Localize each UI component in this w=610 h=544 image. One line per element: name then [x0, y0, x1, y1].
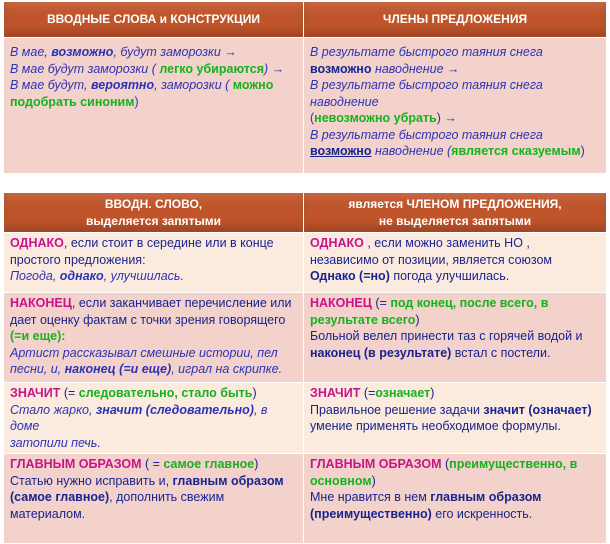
- arrow-right-icon: →: [444, 111, 457, 125]
- table-intro-words-vs-members: [3, 1, 607, 174]
- cell-intro-examples: В мае, возможно, будут заморозки → В мае будут заморозки ( легко убираются) → В мае будут, вероятно, заморозки ( можно подобрать синоним): [4, 38, 304, 174]
- cell-glavnym-obrazom-intro: ГЛАВНЫМ ОБРАЗОМ ( = самое главное) Статью нужно исправить и, главным образом (самое главное), дополнить свежим материалом.: [4, 454, 304, 544]
- cell-znachit-member: ЗНАЧИТ (=означает) Правильное решение задачи значит (означает) умение применять необходимое формулы.: [304, 383, 607, 454]
- cell-nakonets-intro: НАКОНЕЦ, если заканчивает перечисление или дает оценку фактам с точки зрения говорящего (=и еще): Артист рассказывал смешные истории, пел песни, и, наконец (=и еще), играл на скрипке.: [4, 293, 304, 383]
- cell-znachit-intro: ЗНАЧИТ (= следовательно, стало быть) Стало жарко, значит (следовательно), в доме затопили печь.: [4, 383, 304, 454]
- arrow-right-icon: →: [224, 45, 237, 59]
- cell-odnako-member: ОДНАКО , если можно заменить НО , независимо от позиции, является союзом Однако (=но) погода улучшилась.: [304, 233, 607, 293]
- arrow-right-icon: →: [271, 61, 285, 76]
- cell-odnako-intro: ОДНАКО, если стоит в середине или в конце простого предложения: Погода, однако, улучшилась.: [4, 233, 304, 293]
- arrow-right-icon: →: [447, 61, 460, 76]
- header-sentence-members: ЧЛЕНЫ ПРЕДЛОЖЕНИЯ: [304, 2, 607, 38]
- header-intro-word: ВВОДН. СЛОВО, выделяется запятыми: [4, 193, 304, 233]
- table-intro-word-rules: [3, 192, 607, 544]
- cell-nakonets-member: НАКОНЕЦ (= под конец, после всего, в результате всего) Больной велел принести таз с горячей водой и наконец (в результате) встал с постели.: [304, 293, 607, 383]
- header-sentence-member: является ЧЛЕНОМ ПРЕДЛОЖЕНИЯ, не выделяется запятыми: [304, 193, 607, 233]
- cell-glavnym-obrazom-member: ГЛАВНЫМ ОБРАЗОМ (преимущественно, в основном) Мне нравится в нем главным образом (преимущественно) его искренность.: [304, 454, 607, 544]
- header-intro-words: ВВОДНЫЕ СЛОВА и КОНСТРУКЦИИ: [4, 2, 304, 38]
- cell-member-examples: В результате быстрого таяния снега возможно наводнение → В результате быстрого таяния снега наводнение (невозможно убрать) → В результате быстрого таяния снега возможно наводнение (является сказуемым): [304, 38, 607, 174]
